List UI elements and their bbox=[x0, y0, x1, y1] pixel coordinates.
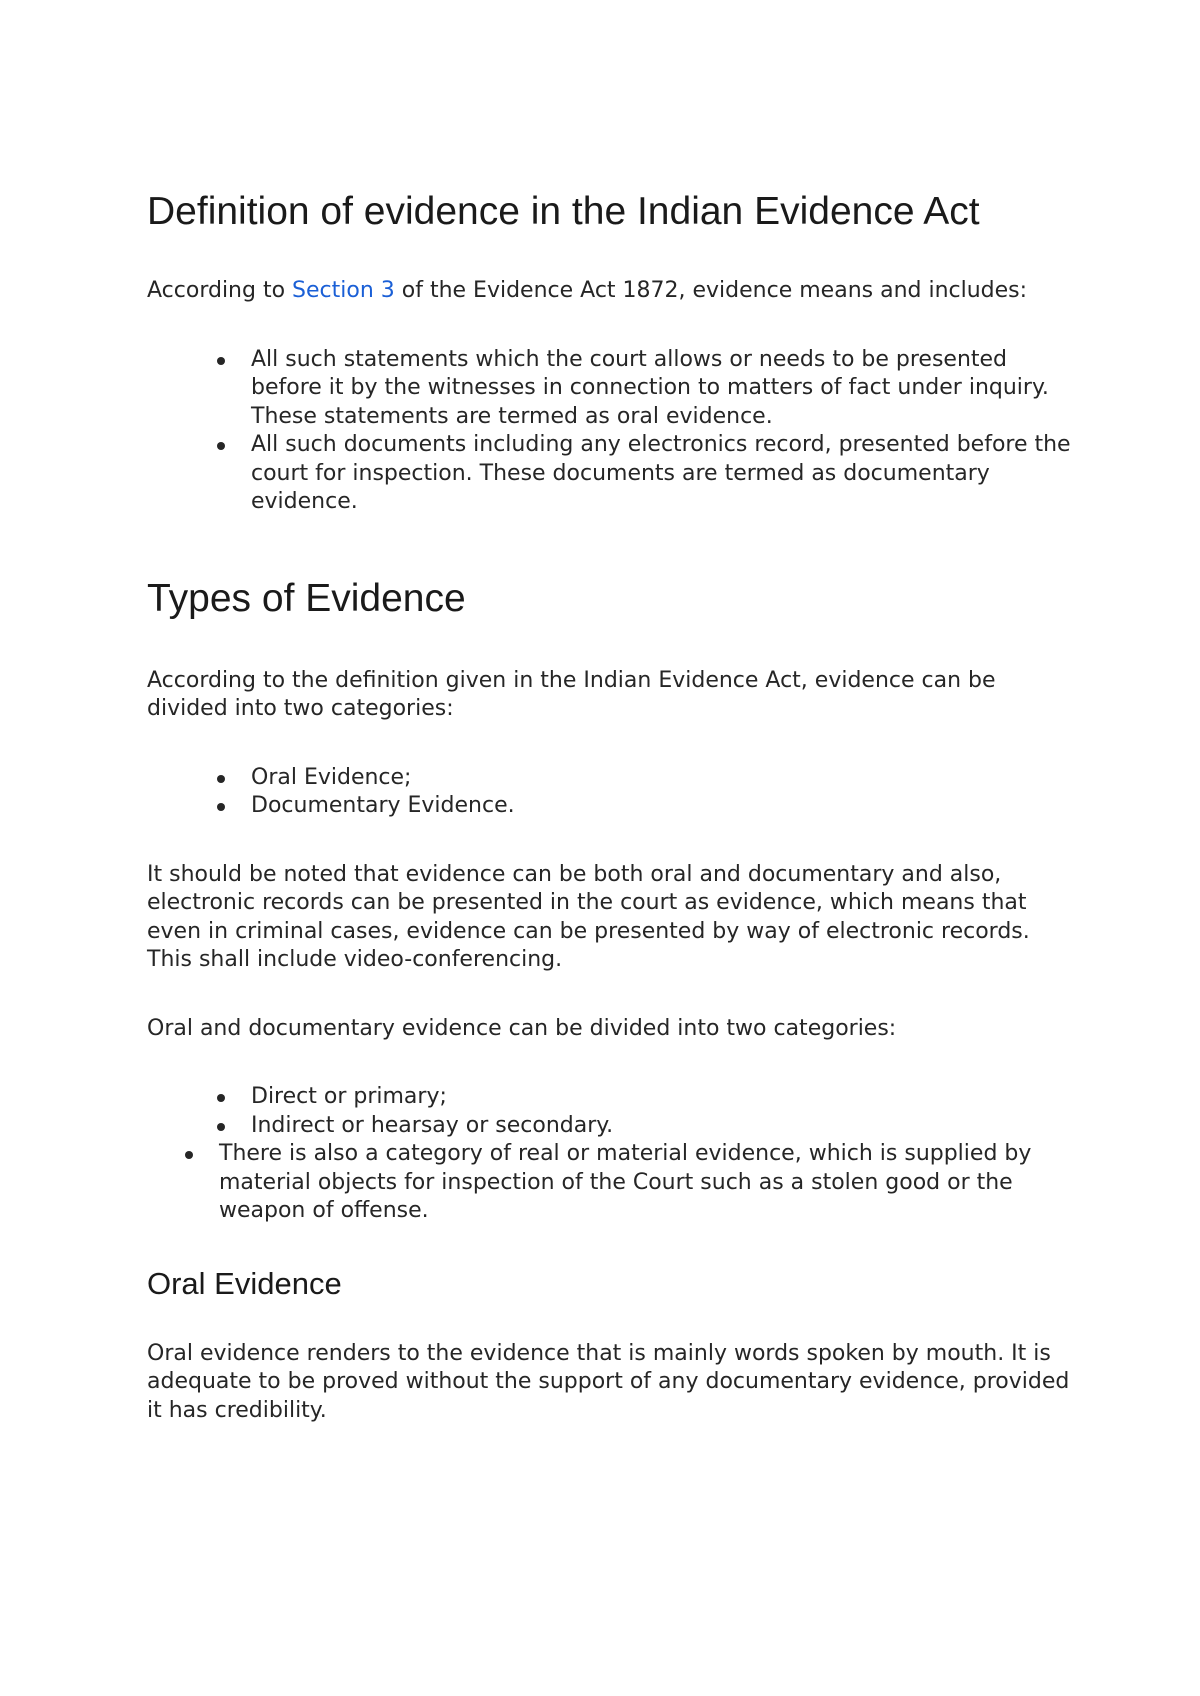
list-item bbox=[147, 1140, 1077, 1226]
list-item-text: Documentary Evidence. bbox=[251, 793, 515, 818]
definition-list bbox=[147, 346, 1077, 517]
intro-text-after-link: of the Evidence Act 1872, evidence means and includes: bbox=[394, 278, 1028, 303]
list-item bbox=[147, 1112, 1077, 1141]
heading-definition-of-evidence: Definition of evidence in the Indian Evidence Act bbox=[147, 190, 980, 233]
bullet-icon bbox=[217, 357, 225, 365]
list-item-text: All such documents including any electronics record, presented before the court for inspection. These documents are termed as documentary evidence. bbox=[251, 432, 1071, 514]
list-item-text: Oral Evidence; bbox=[251, 764, 412, 790]
list-item-text: Direct or primary; bbox=[251, 1084, 447, 1109]
definition-intro-paragraph bbox=[147, 277, 1077, 306]
document-content bbox=[147, 188, 1077, 1465]
bullet-icon bbox=[217, 1094, 225, 1102]
bullet-icon bbox=[217, 803, 225, 811]
list-item bbox=[147, 792, 1077, 821]
list-item bbox=[147, 431, 1077, 517]
categories-list bbox=[147, 1083, 1077, 1226]
electronic-records-note: It should be noted that evidence can be both oral and documentary and also, electronic records can be presented in the court as evidence, which means that even in criminal cases, evidence can be presented by way of electronic records. This shall include video-conferencing. bbox=[147, 861, 1030, 972]
bullet-icon bbox=[217, 775, 225, 783]
heading-oral-evidence: Oral Evidence bbox=[147, 1265, 342, 1301]
spacer bbox=[147, 557, 1077, 575]
bullet-icon bbox=[217, 442, 225, 450]
bullet-icon bbox=[217, 1123, 225, 1131]
list-item-text: There is also a category of real or material evidence, which is supplied by material objects for inspection of the Court such as a stolen good or the weapon of offense. bbox=[219, 1141, 1032, 1223]
bullet-icon bbox=[185, 1151, 193, 1159]
list-item bbox=[147, 1083, 1077, 1112]
heading-types-of-evidence: Types of Evidence bbox=[147, 576, 466, 620]
list-item bbox=[147, 346, 1077, 432]
list-item bbox=[147, 764, 1077, 793]
oral-evidence-paragraph: Oral evidence renders to the evidence that is mainly words spoken by mouth. It is adequate to be proved without the support of any documentary evidence, provided it has credibility. bbox=[147, 1340, 1070, 1423]
types-list bbox=[147, 764, 1077, 821]
list-item-text: All such statements which the court allows or needs to be presented before it by the witnesses in connection to matters of fact under inquiry. These statements are termed as oral evidence. bbox=[251, 346, 1049, 429]
categories-intro-paragraph: Oral and documentary evidence can be divided into two categories: bbox=[147, 1015, 897, 1041]
list-item-text: Indirect or hearsay or secondary. bbox=[251, 1112, 614, 1138]
types-intro-paragraph: According to the definition given in the Indian Evidence Act, evidence can be divided into two categories: bbox=[147, 667, 996, 721]
section-3-link[interactable]: Section 3 bbox=[292, 278, 395, 303]
intro-text-before-link: According to bbox=[147, 278, 293, 303]
